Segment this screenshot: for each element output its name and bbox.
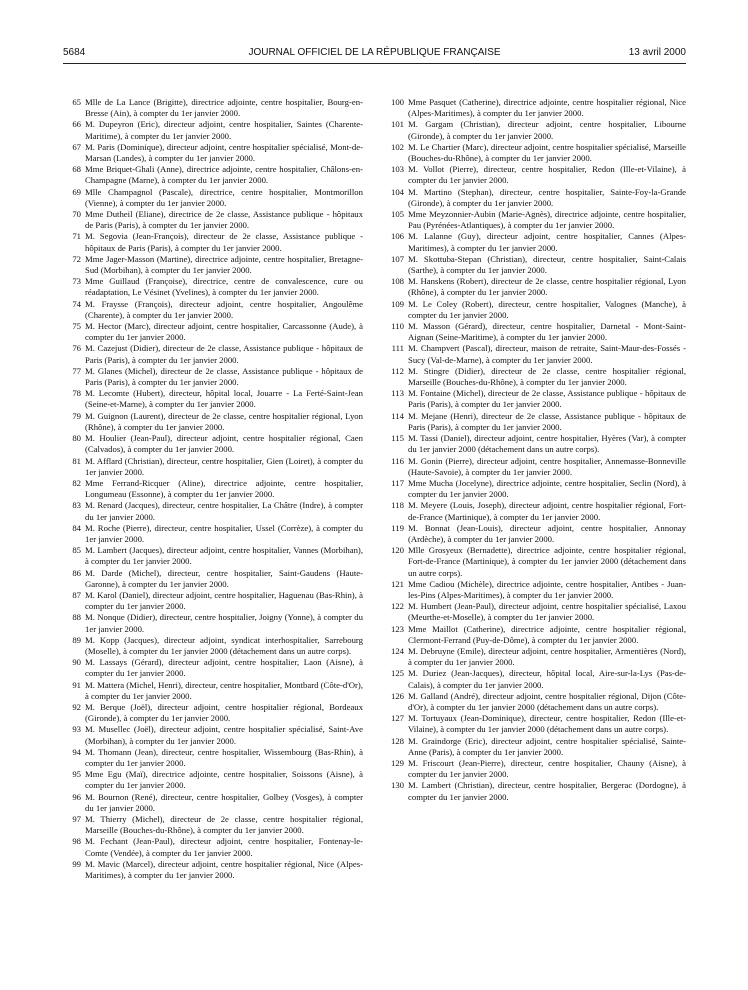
appointment-entry: [386, 456, 686, 478]
entry-text: M. Champvert (Pascal), directeur, maison de retraite, Saint-Maur-des-Fossés - Sucy (Val-de-Marne), à compter du 1er janvier 2000.: [408, 343, 686, 365]
entry-text: M. Graindorge (Eric), directeur adjoint, centre hospitalier spécialisé, Sainte-Anne (Paris), à compter du 1er janvier 2000.: [408, 735, 686, 757]
appointment-entry: [63, 388, 363, 410]
entry-text: M. Lecomte (Hubert), directeur, hôpital local, Jouarre - La Ferté-Saint-Jean (Seine-et-Marne), à compter du 1er janvier 2000.: [85, 388, 363, 410]
entry-number: 104: [390, 186, 404, 197]
entry-number: 70: [72, 209, 81, 220]
appointment-entry: [63, 433, 363, 455]
entry-text: M. Lalanne (Guy), directeur adjoint, centre hospitalier, Cannes (Alpes-Maritimes), à compter du 1er janvier 2000.: [408, 231, 686, 253]
entry-text: M. Martino (Stephan), directeur, centre hospitalier, Sainte-Foy-la-Grande (Gironde), à compter du 1er janvier 2000.: [408, 186, 686, 208]
entry-text: M. Renard (Jacques), directeur, centre hospitalier, La Châtre (Indre), à compter du 1er janvier 2000.: [85, 500, 363, 522]
entry-number: 100: [390, 97, 404, 107]
appointment-entry: [63, 254, 363, 276]
appointment-entry: [386, 433, 686, 455]
appointment-entry: [63, 321, 363, 343]
page-number: 5684: [63, 47, 86, 58]
entry-text: M. Tortuyaux (Jean-Dominique), directeur, centre hospitalier, Redon (Ille-et-Vilaine), à compter du 1er janvier 2000 (détachement dans un autre corps).: [408, 713, 686, 735]
entry-text: M. Segovia (Jean-François), directeur de 2e classe, Assistance publique - hôpitaux de Paris (Paris), à compter du 1er janvier 2000.: [85, 231, 363, 253]
entry-number: 113: [391, 388, 404, 399]
entry-text: M. Fontaine (Michel), directeur de 2e classe, Assistance publique - hôpitaux de Paris (Paris), à compter du 1er janvier 2000.: [408, 388, 686, 410]
entry-number: 73: [72, 276, 81, 287]
entry-number: 97: [72, 814, 81, 824]
appointment-entry: [386, 668, 686, 690]
appointment-entry: [63, 500, 363, 522]
appointment-entry: [63, 769, 363, 791]
entry-text: M. Galland (André), directeur adjoint, centre hospitalier régional, Dijon (Côte-d'Or), à compter du 1er janvier 2000 (détachement dans un autre corps).: [408, 690, 686, 712]
entry-text: M. Hector (Marc), directeur adjoint, centre hospitalier, Carcassonne (Aude), à compter du 1er janvier 2000.: [85, 321, 363, 343]
entry-text: M. Gargam (Christian), directeur adjoint, centre hospitalier, Libourne (Gironde), à compter du 1er janvier 2000.: [408, 119, 686, 141]
entry-text: M. Gonin (Pierre), directeur adjoint, centre hospitalier, Annemasse-Bonneville (Haute-Savoie), à compter du 1er janvier 2000.: [408, 455, 686, 477]
appointment-entry: [63, 657, 363, 679]
appointment-entry: [63, 702, 363, 724]
entry-number: 79: [72, 410, 81, 421]
entry-text: M. Le Chartier (Marc), directeur adjoint, centre hospitalier spécialisé, Marseille (Bouches-du-Rhône), à compter du 1er janvier 2000.: [408, 141, 686, 164]
appointment-entry: [386, 523, 686, 545]
entry-text: Mme Dutheil (Eliane), directrice de 2e classe, Assistance publique - hôpitaux de Paris (Paris), à compter du 1er janvier 2000.: [85, 209, 363, 231]
appointment-entry: [63, 478, 363, 500]
appointment-entry: [386, 254, 686, 276]
entry-text: M. Lambert (Jacques), directeur adjoint, centre hospitalier, Vannes (Morbihan), à compter du 1er janvier 2000.: [85, 545, 363, 567]
entry-text: M. Fechant (Jean-Paul), directeur adjoint, centre hospitalier, Fontenay-le-Comte (Vendée), à compter du 1er janvier 2000.: [85, 836, 363, 858]
entry-text: M. Guignon (Laurent), directeur de 2e classe, centre hospitalier régional, Lyon (Rhône), à compter du 1er janvier 2000.: [85, 410, 363, 432]
entry-text: Mme Maillot (Catherine), directrice adjointe, centre hospitalier régional, Clermont-Ferrand (Puy-de-Dôme), à compter du 1er janvier 2000.: [408, 623, 686, 645]
entry-number: 67: [72, 141, 81, 152]
entry-number: 118: [391, 500, 404, 511]
entry-number: 109: [390, 298, 404, 309]
appointment-entry: [63, 343, 363, 365]
entry-text: M. Karol (Daniel), directeur adjoint, centre hospitalier, Haguenau (Bas-Rhin), à compter du 1er janvier 2000.: [85, 589, 363, 612]
appointment-entry: [386, 119, 686, 141]
entry-text: M. Glanes (Michel), directeur de 2e classe, Assistance publique - hôpitaux de Paris (Paris), à compter du 1er janvier 2000.: [85, 365, 363, 388]
page-header: [63, 47, 686, 63]
entry-number: 72: [72, 253, 81, 264]
entry-number: 83: [72, 500, 81, 511]
appointment-entry: [386, 736, 686, 758]
entry-number: 90: [72, 657, 81, 668]
entry-number: 119: [391, 522, 404, 533]
entry-number: 127: [390, 713, 404, 724]
entry-text: M. Musellec (Joël), directeur adjoint, centre hospitalier spécialisé, Saint-Ave (Morbihan), à compter du 1er janvier 2000.: [85, 724, 363, 746]
appointment-entry: [386, 321, 686, 343]
appointment-entry: [63, 299, 363, 321]
entry-text: Mme Meyzonnier-Aubin (Marie-Agnès), directrice adjointe, centre hospitalier, Pau (Pyrénées-Atlantiques), à compter du 1er janvier 2000.: [408, 209, 686, 231]
entry-text: M. Nonque (Didier), directeur, centre hospitalier, Joigny (Yonne), à compter du 1er janvier 2000.: [85, 612, 363, 634]
entry-text: M. Mejane (Henri), directeur de 2e classe, Assistance publique - hôpitaux de Paris (Paris), à compter du 1er janvier 2000.: [408, 410, 686, 432]
appointment-entry: [386, 97, 686, 119]
appointment-entry: [386, 142, 686, 164]
entry-text: Mme Pasquet (Catherine), directrice adjointe, centre hospitalier régional, Nice (Alpes-Maritimes), à compter du 1er janvier 2000.: [408, 97, 686, 119]
entry-number: 65: [72, 97, 81, 107]
entry-text: M. Lambert (Christian), directeur, centre hospitalier, Bergerac (Dordogne), à compter du 1er janvier 2000.: [408, 780, 686, 802]
entry-text: M. Paris (Dominique), directeur adjoint, centre hospitalier spécialisé, Mont-de-Marsan (Landes), à compter du 1er janvier 2000.: [85, 141, 363, 164]
entry-text: M. Stingre (Didier), directeur de 2e classe, centre hospitalier régional, Marseille (Bouches-du-Rhône), à compter du 1er janvier 2000.: [408, 365, 686, 388]
entry-number: 80: [72, 433, 81, 444]
entry-number: 82: [72, 477, 81, 488]
entry-text: Mlle Champagnol (Pascale), directrice, centre hospitalier, Montmorillon (Vienne), à compter du 1er janvier 2000.: [85, 186, 363, 208]
entry-number: 96: [72, 791, 81, 802]
entry-text: Mlle Grosyeux (Bernadette), directrice adjointe, centre hospitalier régional, Fort-de-France (Martinique), à compter du 1er janvier 2000 (détachement dans un autre corps).: [408, 545, 686, 578]
entry-text: M. Dupeyron (Eric), directeur adjoint, centre hospitalier, Saintes (Charente-Maritime), à compter du 1er janvier 2000.: [85, 119, 363, 141]
entry-number: 75: [72, 321, 81, 332]
appointment-entry: [63, 366, 363, 388]
appointment-entry: [386, 276, 686, 298]
entry-number: 74: [72, 298, 81, 309]
appointment-entry: [63, 747, 363, 769]
left-column: [63, 97, 363, 881]
entry-number: 123: [390, 623, 404, 634]
appointment-entry: [386, 366, 686, 388]
appointment-entry: [63, 209, 363, 231]
appointment-entry: [63, 164, 363, 186]
entry-number: 124: [390, 645, 404, 656]
appointment-entry: [63, 97, 363, 119]
entry-number: 81: [72, 455, 81, 466]
entry-number: 117: [391, 477, 404, 488]
appointment-entry: [386, 411, 686, 433]
entry-text: M. Thierry (Michel), directeur de 2e classe, centre hospitalier régional, Marseille (Bouches-du-Rhône), à compter du 1er janvier 2000.: [85, 814, 363, 836]
entry-text: M. Skottuba-Stepan (Christian), directeur, centre hospitalier, Saint-Calais (Sarthe), à compter du 1er janvier 2000.: [408, 253, 686, 276]
issue-date: 13 avril 2000: [628, 47, 686, 58]
entry-text: Mme Guillaud (Françoise), directrice, centre de convalescence, cure ou réadaptation, Le Vésinet (Yvelines), à compter du 1er janvier 2000.: [85, 276, 363, 298]
entry-number: 66: [72, 119, 81, 130]
entry-number: 77: [72, 365, 81, 376]
appointment-entry: [386, 299, 686, 321]
appointment-entry: [63, 635, 363, 657]
appointment-entry: [386, 187, 686, 209]
entry-number: 86: [72, 567, 81, 578]
appointment-entry: [63, 545, 363, 567]
entry-number: 68: [72, 164, 81, 175]
appointment-entry: [386, 579, 686, 601]
entry-number: 95: [72, 769, 81, 780]
entry-text: M. Meyere (Louis, Joseph), directeur adjoint, centre hospitalier régional, Fort-de-France (Martinique), à compter du 1er janvier 2000.: [408, 500, 686, 522]
appointment-entry: [63, 792, 363, 814]
entry-number: 115: [391, 433, 404, 444]
entry-number: 107: [390, 253, 404, 264]
entry-text: M. Vollot (Pierre), directeur, centre hospitalier, Redon (Ille-et-Vilaine), à compter du 1er janvier 2000.: [408, 164, 686, 186]
entry-number: 78: [72, 388, 81, 399]
entry-text: Mme Briquet-Ghali (Anne), directrice adjointe, centre hospitalier, Châlons-en-Champagne (Marne), à compter du 1er janvier 2000.: [85, 164, 363, 186]
entry-text: M. Mavic (Marcel), directeur adjoint, centre hospitalier régional, Nice (Alpes-Maritimes), à compter du 1er janvier 2000.: [85, 858, 363, 881]
entry-text: M. Roche (Pierre), directeur, centre hospitalier, Ussel (Corrèze), à compter du 1er janvier 2000.: [85, 522, 363, 544]
appointment-entry: [386, 164, 686, 186]
entry-text: M. Masson (Gérard), directeur, centre hospitalier, Darnetal - Mont-Saint-Aignan (Seine-Maritime), à compter du 1er janvier 2000.: [408, 321, 686, 343]
appointment-entry: [386, 478, 686, 500]
entry-number: 69: [72, 186, 81, 197]
entry-number: 99: [72, 858, 81, 869]
entry-text: M. Houlier (Jean-Paul), directeur adjoint, centre hospitalier régional, Caen (Calvados), à compter du 1er janvier 2000.: [85, 433, 363, 455]
appointment-entry: [63, 836, 363, 858]
entry-text: Mlle de La Lance (Brigitte), directrice adjointe, centre hospitalier, Bourg-en-Bresse (Ain), à compter du 1er janvier 2000.: [85, 97, 363, 119]
entry-text: Mme Mucha (Jocelyne), directrice adjointe, centre hospitalier, Seclin (Nord), à compter du 1er janvier 2000.: [408, 477, 686, 500]
entry-number: 92: [72, 701, 81, 712]
entry-number: 108: [390, 276, 404, 287]
appointment-entry: [63, 814, 363, 836]
appointment-entry: [63, 231, 363, 253]
entry-text: M. Friscourt (Jean-Pierre), directeur, centre hospitalier, Chauny (Aisne), à compter du 1er janvier 2000.: [408, 757, 686, 780]
entry-text: M. Afflard (Christian), directeur, centre hospitalier, Gien (Loiret), à compter du 1er janvier 2000.: [85, 455, 363, 477]
appointment-entry: [63, 411, 363, 433]
appointment-entry: [63, 859, 363, 881]
entry-number: 85: [72, 545, 81, 556]
appointment-entry: [386, 691, 686, 713]
appointment-entry: [386, 646, 686, 668]
entry-number: 111: [391, 343, 404, 354]
entry-number: 129: [390, 757, 404, 768]
entry-number: 98: [72, 836, 81, 847]
entry-text: Mme Jager-Masson (Martine), directrice adjointe, centre hospitalier, Bretagne-Sud (Morbihan), à compter du 1er janvier 2000.: [85, 253, 363, 276]
appointment-entry: [386, 780, 686, 802]
right-column: [386, 97, 686, 803]
appointment-entry: [386, 758, 686, 780]
entry-text: M. Lassays (Gérard), directeur adjoint, centre hospitalier, Laon (Aisne), à compter du 1er janvier 2000.: [85, 657, 363, 679]
appointment-entry: [386, 388, 686, 410]
entry-text: M. Hanskens (Robert), directeur de 2e classe, centre hospitalier régional, Lyon (Rhône), à compter du 1er janvier 2000.: [408, 276, 686, 298]
entry-number: 116: [391, 455, 404, 466]
appointment-entry: [63, 187, 363, 209]
entry-text: Mme Cadiou (Michèle), directrice adjointe, centre hospitalier, Antibes - Juan-les-Pins (Alpes-Maritimes), à compter du 1er janvier 2000.: [408, 578, 686, 600]
entry-number: 114: [391, 410, 404, 421]
entry-number: 103: [390, 164, 404, 175]
appointment-entry: [63, 680, 363, 702]
appointment-entry: [386, 231, 686, 253]
entry-text: M. Bournon (René), directeur, centre hospitalier, Golbey (Vosges), à compter du 1er janvier 2000.: [85, 791, 363, 813]
entry-text: M. Berque (Joël), directeur adjoint, centre hospitalier régional, Bordeaux (Gironde), à compter du 1er janvier 2000.: [85, 701, 363, 724]
appointment-entry: [63, 276, 363, 298]
entry-text: Mme Egu (Maï), directrice adjointe, centre hospitalier, Soissons (Aisne), à compter du 1er janvier 2000.: [85, 769, 363, 791]
appointment-entry: [63, 612, 363, 634]
appointment-entry: [386, 624, 686, 646]
entry-number: 93: [72, 724, 81, 735]
entry-text: M. Fraysse (François), directeur adjoint, centre hospitalier, Angoulême (Charente), à compter du 1er janvier 2000.: [85, 298, 363, 320]
appointment-entry: [386, 209, 686, 231]
appointment-entry: [386, 343, 686, 365]
entry-text: M. Duriez (Jean-Jacques), directeur, hôpital local, Aire-sur-la-Lys (Pas-de-Calais), à compter du 1er janvier 2000.: [408, 668, 686, 690]
appointment-entry: [63, 456, 363, 478]
entry-text: M. Le Coley (Robert), directeur, centre hospitalier, Valognes (Manche), à compter du 1er janvier 2000.: [408, 298, 686, 320]
entry-number: 102: [390, 141, 404, 152]
entry-text: Mme Ferrand-Ricquer (Aline), directrice adjointe, centre hospitalier, Longumeau (Essonne), à compter du 1er janvier 2000.: [85, 477, 363, 500]
entry-number: 105: [390, 209, 404, 220]
entry-text: M. Bonnat (Jean-Louis), directeur adjoint, centre hospitalier, Annonay (Ardèche), à compter du 1er janvier 2000.: [408, 522, 686, 544]
entry-text: M. Humbert (Jean-Paul), directeur adjoint, centre hospitalier spécialisé, Laxou (Meurthe-et-Moselle), à compter du 1er janvier 2000.: [408, 601, 686, 623]
entry-text: M. Thomann (Jean), directeur, centre hospitalier, Wissembourg (Bas-Rhin), à compter du 1er janvier 2000.: [85, 746, 363, 768]
appointment-entry: [386, 545, 686, 579]
entry-number: 71: [72, 231, 81, 242]
entry-text: M. Debruyne (Emile), directeur adjoint, centre hospitalier, Armentières (Nord), à compter du 1er janvier 2000.: [408, 645, 686, 668]
entry-number: 91: [72, 679, 81, 690]
entry-number: 87: [72, 589, 81, 600]
header-rule: [63, 63, 686, 64]
entry-text: M. Darde (Michel), directeur, centre hospitalier, Saint-Gaudens (Haute-Garonne), à compter du 1er janvier 2000.: [85, 567, 363, 589]
entry-number: 94: [72, 746, 81, 757]
entry-number: 130: [390, 780, 404, 791]
appointment-entry: [386, 500, 686, 522]
appointment-entry: [63, 724, 363, 746]
entry-number: 120: [390, 545, 404, 556]
entry-number: 88: [72, 612, 81, 623]
entry-number: 126: [390, 690, 404, 701]
entry-text: M. Kopp (Jacques), directeur adjoint, syndicat interhospitalier, Sarrebourg (Moselle), à compter du 1er janvier 2000 (détachement dans un autre corps).: [85, 634, 363, 656]
journal-title: JOURNAL OFFICIEL DE LA RÉPUBLIQUE FRANÇAISE: [248, 47, 501, 58]
appointment-entry: [63, 142, 363, 164]
entry-number: 128: [390, 735, 404, 746]
entry-text: M. Mattera (Michel, Henri), directeur, centre hospitalier, Montbard (Côte-d'Or), à compter du 1er janvier 2000.: [85, 679, 363, 701]
appointment-entry: [63, 568, 363, 590]
appointment-entry: [63, 119, 363, 141]
entry-number: 106: [390, 231, 404, 242]
entry-number: 89: [72, 634, 81, 645]
appointment-entry: [63, 523, 363, 545]
entry-text: M. Tassi (Daniel), directeur adjoint, centre hospitalier, Hyères (Var), à compter du 1er janvier 2000 (détachement dans un autre corps).: [408, 433, 686, 455]
entry-number: 84: [72, 522, 81, 533]
entry-number: 76: [72, 343, 81, 354]
entry-text: M. Cazejust (Didier), directeur de 2e classe, Assistance publique - hôpitaux de Paris (Paris), à compter du 1er janvier 2000.: [85, 343, 363, 365]
appointment-entry: [386, 601, 686, 623]
appointment-entry: [63, 590, 363, 612]
entry-number: 125: [390, 668, 404, 679]
entry-number: 122: [390, 601, 404, 612]
entry-number: 112: [391, 365, 404, 376]
entry-number: 121: [390, 578, 404, 589]
appointment-entry: [386, 713, 686, 735]
entry-number: 101: [390, 119, 404, 130]
entry-number: 110: [391, 321, 404, 332]
